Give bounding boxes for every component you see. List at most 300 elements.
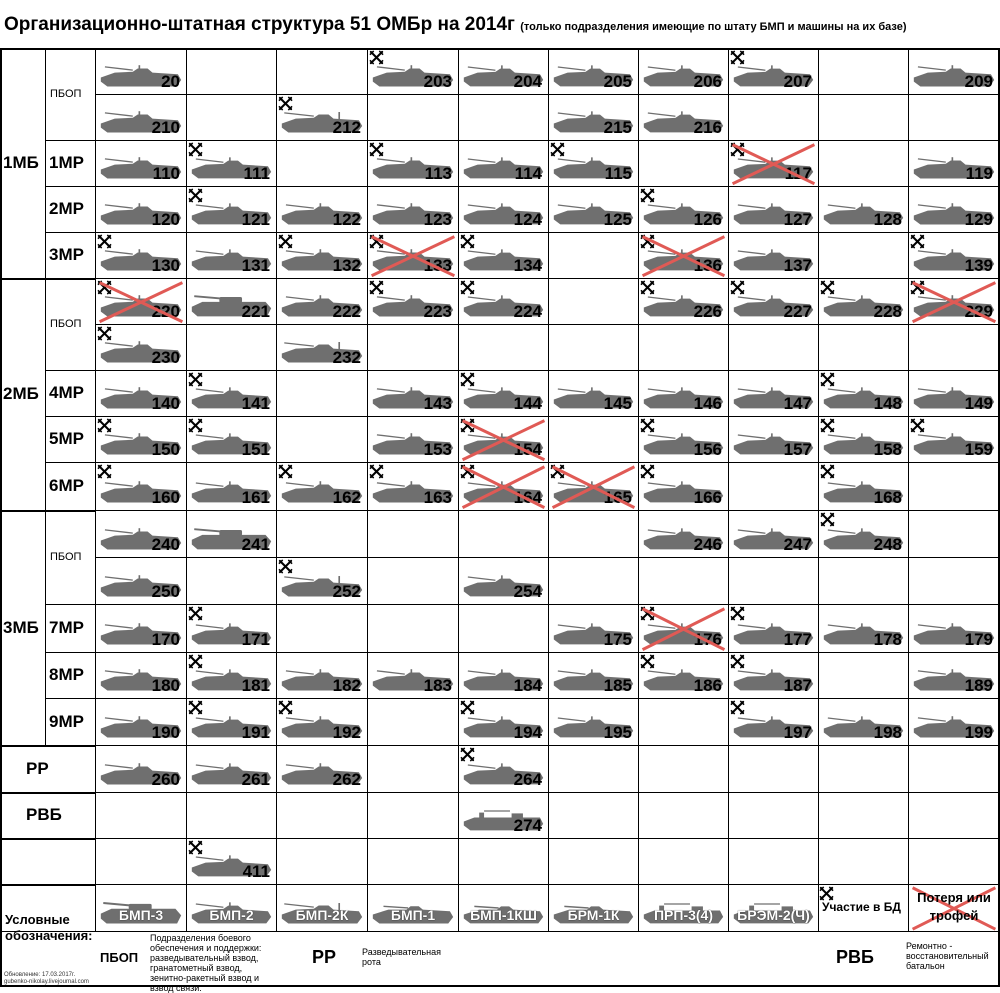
vehicle-cell bbox=[96, 699, 186, 745]
vehicle-cell bbox=[277, 558, 367, 604]
vehicle-cell bbox=[459, 417, 548, 462]
combat-participation-icon bbox=[640, 280, 655, 295]
combat-participation-icon bbox=[460, 234, 475, 249]
vehicle-number: 176 bbox=[693, 630, 722, 649]
combat-participation-icon bbox=[369, 280, 384, 295]
vehicle-cell bbox=[277, 699, 367, 745]
vehicle-cell bbox=[819, 279, 908, 324]
combat-participation-icon bbox=[97, 234, 112, 249]
combat-participation-icon bbox=[369, 142, 384, 157]
vehicle-number: 121 bbox=[241, 210, 270, 229]
vehicle-number: 180 bbox=[151, 676, 180, 695]
combat-participation-icon bbox=[278, 464, 293, 479]
row-label: 6МР bbox=[49, 476, 84, 495]
vehicle-cell bbox=[187, 653, 276, 698]
vehicle-cell bbox=[729, 417, 818, 462]
vehicle-cell bbox=[729, 511, 818, 557]
vehicle-number: 153 bbox=[423, 440, 452, 459]
vehicle-cell bbox=[639, 605, 728, 652]
vehicle-number: 411 bbox=[242, 862, 270, 881]
vehicle-number: 127 bbox=[783, 210, 812, 229]
vehicle-number: 145 bbox=[603, 394, 632, 413]
combat-participation-icon bbox=[278, 96, 293, 111]
vehicle-cell bbox=[368, 141, 458, 186]
combat-participation-icon bbox=[278, 559, 293, 574]
vehicle-cell bbox=[96, 605, 186, 652]
vehicle-number: 190 bbox=[151, 723, 180, 742]
vehicle-cell bbox=[729, 141, 818, 186]
vehicle-number: 177 bbox=[783, 630, 812, 649]
legend-abbr-code: ПБОП bbox=[100, 950, 139, 965]
vehicle-number: 154 bbox=[513, 440, 542, 459]
loss-cross-icon bbox=[729, 141, 818, 186]
vehicle-cell bbox=[368, 49, 458, 94]
combat-participation-icon bbox=[460, 372, 475, 387]
vehicle-number: 144 bbox=[513, 394, 542, 413]
legend-type-label: БМП-3 bbox=[118, 907, 164, 923]
battalion-label: 1МБ bbox=[3, 153, 39, 172]
battalion-line bbox=[0, 838, 95, 840]
vehicle-number: 222 bbox=[332, 302, 361, 321]
vehicle-number: 130 bbox=[151, 256, 180, 275]
vehicle-number: 137 bbox=[783, 256, 812, 275]
loss-cross-icon bbox=[639, 233, 728, 278]
vehicle-number: 134 bbox=[513, 256, 542, 275]
vehicle-number: 179 bbox=[964, 630, 993, 649]
legend-loss-label: Потеря или трофей bbox=[917, 890, 991, 923]
combat-participation-icon bbox=[460, 747, 475, 762]
vehicle-number: 209 bbox=[964, 72, 993, 91]
vehicle-cell bbox=[549, 463, 638, 510]
vehicle-cell bbox=[368, 653, 458, 698]
vehicle-cell bbox=[909, 653, 999, 698]
vehicle-number: 182 bbox=[332, 676, 361, 695]
combat-participation-icon bbox=[460, 700, 475, 715]
combat-participation-icon bbox=[97, 326, 112, 341]
vehicle-number: 156 bbox=[693, 440, 722, 459]
vehicle-number: 229 bbox=[964, 302, 993, 321]
combat-participation-icon bbox=[97, 464, 112, 479]
combat-participation-icon bbox=[730, 654, 745, 669]
vehicle-cell bbox=[909, 417, 999, 462]
vehicle-cell bbox=[459, 187, 548, 232]
legend-abbr-description: Ремонтно - восстановительный батальон bbox=[906, 941, 989, 971]
combat-participation-icon bbox=[640, 464, 655, 479]
vehicle-number: 168 bbox=[873, 488, 902, 507]
vehicle-number: 161 bbox=[241, 488, 270, 507]
vehicle-cell bbox=[96, 463, 186, 510]
vehicle-cell bbox=[277, 95, 367, 140]
legend-abbr-code: РВБ bbox=[836, 947, 874, 967]
vehicle-cell bbox=[277, 187, 367, 232]
vehicle-number: 191 bbox=[241, 723, 270, 742]
vehicle-cell bbox=[277, 746, 367, 792]
loss-cross-icon bbox=[459, 463, 548, 510]
vehicle-cell bbox=[909, 233, 999, 278]
row-label: ПБОП bbox=[50, 551, 82, 563]
vehicle-cell bbox=[187, 417, 276, 462]
row-line bbox=[45, 416, 95, 417]
vehicle-number: 204 bbox=[513, 72, 542, 91]
vehicle-number: 132 bbox=[332, 256, 361, 275]
vehicle-cell bbox=[819, 417, 908, 462]
combat-participation-icon bbox=[820, 464, 835, 479]
vehicle-cell bbox=[729, 187, 818, 232]
vehicle-cell bbox=[459, 49, 548, 94]
vehicle-cell bbox=[96, 511, 186, 557]
row-label: РВБ bbox=[26, 805, 62, 824]
vehicle-cell bbox=[819, 371, 908, 416]
battalion-line bbox=[0, 510, 95, 512]
row-line bbox=[45, 462, 95, 463]
vehicle-number: 247 bbox=[783, 535, 812, 554]
vehicle-cell bbox=[459, 233, 548, 278]
combat-participation-icon bbox=[369, 50, 384, 65]
vehicle-cell bbox=[729, 49, 818, 94]
vehicle-cell bbox=[96, 653, 186, 698]
vehicle-number: 160 bbox=[151, 488, 180, 507]
vehicle-number: 166 bbox=[693, 488, 722, 507]
combat-participation-icon bbox=[369, 464, 384, 479]
row-label: 2МР bbox=[49, 199, 84, 218]
vehicle-number: 192 bbox=[332, 723, 361, 742]
legend-type-label: БМП-2 bbox=[209, 907, 254, 923]
row-label: 3МР bbox=[49, 245, 84, 264]
vehicle-cell bbox=[639, 463, 728, 510]
vehicle-cell bbox=[96, 746, 186, 792]
vehicle-cell bbox=[277, 463, 367, 510]
combat-participation-icon bbox=[820, 280, 835, 295]
vehicle-number: 149 bbox=[964, 394, 993, 413]
vehicle-cell bbox=[368, 187, 458, 232]
row-label: ПБОП bbox=[50, 318, 82, 330]
legend-type bbox=[459, 885, 548, 931]
vehicle-number: 181 bbox=[241, 676, 270, 695]
vehicle-number: 141 bbox=[241, 394, 270, 413]
vehicle-cell bbox=[909, 49, 999, 94]
row-line bbox=[45, 604, 95, 605]
row-line bbox=[45, 698, 95, 699]
loss-cross-icon bbox=[549, 463, 638, 510]
battalion-label: 3МБ bbox=[3, 617, 39, 637]
vehicle-number: 194 bbox=[513, 723, 542, 742]
combat-participation-icon bbox=[278, 700, 293, 715]
combat-participation-icon bbox=[188, 700, 203, 715]
vehicle-number: 241 bbox=[241, 535, 270, 554]
legend-type-label: БМП-1 bbox=[390, 907, 436, 923]
vehicle-cell bbox=[96, 141, 186, 186]
combat-participation-icon bbox=[730, 280, 745, 295]
vehicle-cell bbox=[639, 279, 728, 324]
vehicle-number: 165 bbox=[603, 488, 632, 507]
vehicle-number: 157 bbox=[783, 440, 812, 459]
row-label: 9МР bbox=[49, 711, 84, 731]
combat-participation-icon bbox=[730, 606, 745, 621]
page-title: Организационно-штатная структура 51 ОМБр на 2014г (только подразделения имеющие по штату БМП и машины на их базе) bbox=[4, 14, 907, 35]
legend-type bbox=[639, 885, 728, 931]
row-label: ПБОП bbox=[50, 88, 82, 100]
combat-participation-icon bbox=[910, 418, 925, 433]
vehicle-cell bbox=[549, 605, 638, 652]
vehicle-cell bbox=[459, 463, 548, 510]
legend-type-label: БРЭМ-2(Ч) bbox=[737, 907, 810, 923]
credit-text: Обновление: 17.03.2017г. gubenko-nikolay.livejournal.com bbox=[4, 972, 89, 985]
vehicle-number: 20 bbox=[161, 72, 180, 91]
vehicle-cell bbox=[187, 233, 276, 278]
vehicle-number: 151 bbox=[241, 440, 270, 459]
vehicle-cell bbox=[277, 325, 367, 370]
loss-cross-icon bbox=[459, 417, 548, 462]
combat-participation-icon bbox=[188, 188, 203, 203]
vehicle-cell bbox=[549, 699, 638, 745]
vehicle-cell bbox=[549, 653, 638, 698]
vehicle-cell bbox=[909, 605, 999, 652]
vehicle-cell bbox=[459, 141, 548, 186]
vehicle-cell bbox=[639, 95, 728, 140]
vehicle-cell bbox=[277, 653, 367, 698]
vehicle-cell bbox=[187, 371, 276, 416]
vehicle-cell bbox=[549, 95, 638, 140]
vehicle-cell bbox=[368, 233, 458, 278]
legend-abbr-code: РР bbox=[312, 947, 337, 967]
vehicle-number: 120 bbox=[151, 210, 180, 229]
vehicle-number: 203 bbox=[423, 72, 452, 91]
vehicle-number: 117 bbox=[784, 164, 812, 183]
legend-type-label: БРМ-1К bbox=[567, 907, 620, 923]
vehicle-cell bbox=[459, 558, 548, 604]
label-column-line bbox=[45, 48, 46, 745]
vehicle-cell bbox=[549, 141, 638, 186]
vehicle-cell bbox=[819, 463, 908, 510]
vehicle-cell bbox=[96, 279, 186, 324]
row-label: 1МР bbox=[49, 153, 84, 172]
vehicle-number: 261 bbox=[241, 770, 270, 789]
vehicle-cell bbox=[459, 699, 548, 745]
legend-type bbox=[368, 885, 458, 931]
vehicle-cell bbox=[639, 417, 728, 462]
vehicle-cell bbox=[459, 793, 548, 838]
loss-cross-icon bbox=[639, 605, 728, 652]
vehicle-cell bbox=[187, 511, 276, 557]
vehicle-number: 148 bbox=[873, 394, 902, 413]
row-label: 4МР bbox=[49, 383, 84, 402]
vehicle-number: 274 bbox=[513, 816, 542, 835]
vehicle-number: 140 bbox=[151, 394, 180, 413]
vehicle-number: 119 bbox=[965, 164, 993, 183]
vehicle-cell bbox=[368, 371, 458, 416]
vehicle-number: 150 bbox=[151, 440, 180, 459]
legend-type bbox=[96, 885, 186, 931]
vehicle-number: 183 bbox=[423, 676, 452, 695]
vehicle-number: 264 bbox=[513, 770, 542, 789]
vehicle-number: 114 bbox=[514, 164, 542, 183]
vehicle-cell bbox=[277, 279, 367, 324]
combat-participation-icon bbox=[550, 142, 565, 157]
legend-line bbox=[0, 931, 1000, 932]
vehicle-cell bbox=[96, 49, 186, 94]
vehicle-cell bbox=[187, 463, 276, 510]
vehicle-cell bbox=[277, 233, 367, 278]
vehicle-number: 147 bbox=[783, 394, 812, 413]
vehicle-number: 162 bbox=[332, 488, 361, 507]
vehicle-number: 159 bbox=[964, 440, 993, 459]
vehicle-cell bbox=[96, 417, 186, 462]
vehicle-number: 230 bbox=[151, 348, 180, 367]
vehicle-cell bbox=[96, 233, 186, 278]
row-line bbox=[95, 324, 1000, 325]
vehicle-number: 184 bbox=[513, 676, 542, 695]
row-line bbox=[45, 652, 95, 653]
vehicle-number: 262 bbox=[332, 770, 361, 789]
vehicle-number: 250 bbox=[151, 582, 180, 601]
vehicle-cell bbox=[187, 839, 276, 884]
vehicle-number: 216 bbox=[693, 118, 722, 137]
row-line bbox=[45, 186, 95, 187]
vehicle-number: 126 bbox=[693, 210, 722, 229]
combat-participation-icon bbox=[820, 512, 835, 527]
vehicle-number: 164 bbox=[513, 488, 542, 507]
vehicle-cell bbox=[909, 371, 999, 416]
vehicle-cell bbox=[368, 279, 458, 324]
vehicle-cell bbox=[729, 279, 818, 324]
vehicle-cell bbox=[187, 699, 276, 745]
combat-participation-icon bbox=[820, 372, 835, 387]
vehicle-number: 187 bbox=[783, 676, 812, 695]
combat-participation-icon bbox=[640, 188, 655, 203]
vehicle-cell bbox=[368, 417, 458, 462]
battalion-line bbox=[0, 792, 95, 794]
vehicle-number: 223 bbox=[423, 302, 452, 321]
combat-participation-icon bbox=[188, 372, 203, 387]
vehicle-number: 226 bbox=[693, 302, 722, 321]
vehicle-cell bbox=[639, 511, 728, 557]
vehicle-cell bbox=[909, 699, 999, 745]
vehicle-cell bbox=[909, 187, 999, 232]
combat-participation-icon bbox=[730, 50, 745, 65]
combat-participation-icon bbox=[188, 142, 203, 157]
vehicle-cell bbox=[549, 49, 638, 94]
vehicle-cell bbox=[549, 187, 638, 232]
vehicle-number: 139 bbox=[964, 256, 993, 275]
legend-bd-label: Участие в БД bbox=[822, 900, 901, 914]
vehicle-number: 215 bbox=[603, 118, 632, 137]
vehicle-cell bbox=[639, 371, 728, 416]
vehicle-cell bbox=[729, 699, 818, 745]
loss-cross-icon bbox=[909, 279, 999, 324]
vehicle-number: 133 bbox=[423, 256, 452, 275]
vehicle-cell bbox=[549, 371, 638, 416]
vehicle-number: 170 bbox=[151, 630, 180, 649]
vehicle-cell bbox=[639, 49, 728, 94]
legend-heading: Условные обозначения: bbox=[5, 912, 93, 943]
vehicle-cell bbox=[729, 233, 818, 278]
vehicle-cell bbox=[459, 746, 548, 792]
combat-participation-icon bbox=[910, 234, 925, 249]
vehicle-number: 189 bbox=[964, 676, 993, 695]
battalion-line bbox=[0, 278, 95, 280]
legend-type bbox=[277, 885, 367, 931]
vehicle-cell bbox=[459, 279, 548, 324]
row-label: РР bbox=[26, 758, 49, 778]
combat-participation-icon bbox=[640, 418, 655, 433]
vehicle-cell bbox=[96, 558, 186, 604]
vehicle-number: 163 bbox=[423, 488, 452, 507]
vehicle-cell bbox=[909, 141, 999, 186]
loss-cross-icon bbox=[368, 233, 458, 278]
vehicle-number: 228 bbox=[873, 302, 902, 321]
vehicle-number: 260 bbox=[151, 770, 180, 789]
vehicle-cell bbox=[187, 187, 276, 232]
vehicle-number: 254 bbox=[513, 582, 542, 601]
vehicle-cell bbox=[187, 141, 276, 186]
combat-participation-icon bbox=[278, 234, 293, 249]
vehicle-cell bbox=[187, 746, 276, 792]
table-border-left bbox=[0, 48, 2, 987]
vehicle-cell bbox=[96, 187, 186, 232]
vehicle-cell bbox=[459, 371, 548, 416]
vehicle-number: 129 bbox=[964, 210, 993, 229]
row-label: 8МР bbox=[49, 665, 84, 684]
vehicle-number: 125 bbox=[603, 210, 632, 229]
combat-participation-icon bbox=[460, 280, 475, 295]
vehicle-number: 252 bbox=[332, 582, 361, 601]
vehicle-number: 185 bbox=[603, 676, 632, 695]
vehicle-number: 221 bbox=[241, 302, 270, 321]
combat-participation-icon bbox=[819, 886, 834, 901]
combat-participation-icon bbox=[188, 654, 203, 669]
combat-participation-icon bbox=[730, 700, 745, 715]
vehicle-number: 186 bbox=[693, 676, 722, 695]
row-line bbox=[45, 232, 95, 233]
vehicle-number: 197 bbox=[783, 723, 812, 742]
battalion-line bbox=[0, 745, 95, 747]
vehicle-number: 205 bbox=[603, 72, 632, 91]
legend-type-label: ПРП-3(4) bbox=[653, 907, 714, 923]
legend-type-label: БМП-1КШ bbox=[470, 907, 537, 923]
vehicle-cell bbox=[96, 95, 186, 140]
vehicle-number: 198 bbox=[873, 723, 902, 742]
vehicle-number: 111 bbox=[243, 164, 270, 183]
legend-abbr-description: Разведывательная рота bbox=[362, 947, 441, 967]
row-line bbox=[45, 140, 95, 141]
legend-type bbox=[729, 885, 818, 931]
vehicle-cell bbox=[459, 653, 548, 698]
vehicle-cell bbox=[187, 605, 276, 652]
vehicle-number: 123 bbox=[423, 210, 452, 229]
legend-abbr-description: Подразделения боевого обеспечения и поддержки: разведывательный взвод, гранатометный взвод, зенитно-ракетный взвод и взвод связи. bbox=[150, 933, 262, 993]
vehicle-number: 224 bbox=[513, 302, 542, 321]
vehicle-number: 240 bbox=[151, 535, 180, 554]
vehicle-number: 206 bbox=[693, 72, 722, 91]
row-label: 5МР bbox=[49, 429, 84, 448]
vehicle-number: 122 bbox=[332, 210, 361, 229]
vehicle-number: 248 bbox=[873, 535, 902, 554]
vehicle-number: 171 bbox=[241, 630, 270, 649]
vehicle-number: 178 bbox=[873, 630, 902, 649]
vehicle-cell bbox=[819, 605, 908, 652]
combat-participation-icon bbox=[188, 418, 203, 433]
vehicle-cell bbox=[96, 371, 186, 416]
vehicle-number: 246 bbox=[693, 535, 722, 554]
vehicle-number: 199 bbox=[964, 723, 993, 742]
vehicle-number: 143 bbox=[423, 394, 452, 413]
vehicle-number: 146 bbox=[693, 394, 722, 413]
vehicle-cell bbox=[729, 605, 818, 652]
vehicle-cell bbox=[819, 511, 908, 557]
vehicle-number: 113 bbox=[424, 164, 452, 183]
combat-participation-icon bbox=[97, 418, 112, 433]
battalion-label: 2МБ bbox=[3, 384, 39, 403]
